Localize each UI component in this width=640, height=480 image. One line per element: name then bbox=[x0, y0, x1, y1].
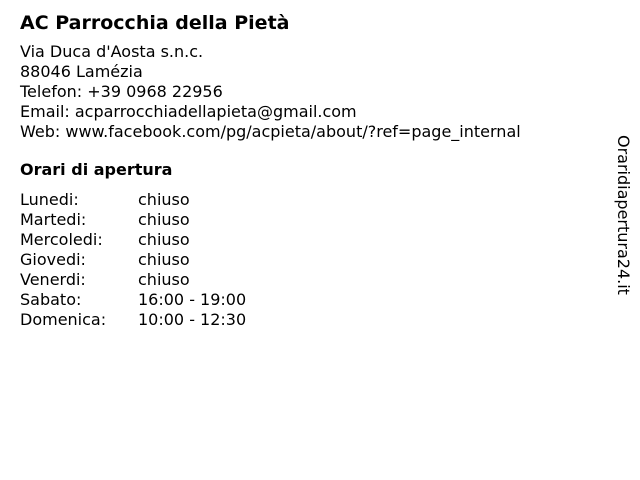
hours-row-wednesday bbox=[20, 230, 600, 250]
hours-row-monday bbox=[20, 190, 600, 210]
phone-line: Telefon: +39 0968 22956 bbox=[20, 82, 223, 101]
hours-row-friday bbox=[20, 270, 600, 290]
hours-time: chiuso bbox=[138, 190, 190, 209]
hours-row-saturday bbox=[20, 290, 600, 310]
hours-day: Lunedi: bbox=[20, 190, 79, 209]
hours-time: chiuso bbox=[138, 250, 190, 269]
hours-day: Giovedi: bbox=[20, 250, 86, 269]
business-name: AC Parrocchia della Pietà bbox=[20, 12, 290, 34]
hours-row-tuesday bbox=[20, 210, 600, 230]
hours-time: 10:00 - 12:30 bbox=[138, 310, 247, 329]
hours-day: Martedi: bbox=[20, 210, 87, 229]
hours-day: Mercoledi: bbox=[20, 230, 103, 249]
hours-day: Venerdi: bbox=[20, 270, 86, 289]
hours-day: Sabato: bbox=[20, 290, 82, 309]
watermark bbox=[608, 135, 638, 310]
hours-day: Domenica: bbox=[20, 310, 107, 329]
hours-time: chiuso bbox=[138, 230, 190, 249]
watermark-text: Oraridiapertura24.it bbox=[614, 135, 633, 295]
hours-heading: Orari di apertura bbox=[20, 160, 173, 179]
hours-row-thursday bbox=[20, 250, 600, 270]
hours-time: chiuso bbox=[138, 210, 190, 229]
postal-city: 88046 Lamézia bbox=[20, 62, 143, 81]
address-block bbox=[20, 42, 600, 142]
street-address: Via Duca d'Aosta s.n.c. bbox=[20, 42, 204, 61]
business-card bbox=[20, 10, 600, 330]
hours-time: 16:00 - 19:00 bbox=[138, 290, 247, 309]
email-line: Email: acparrocchiadellapieta@gmail.com bbox=[20, 102, 357, 121]
hours-time: chiuso bbox=[138, 270, 190, 289]
web-line: Web: www.facebook.com/pg/acpieta/about/?ref=page_internal bbox=[20, 122, 521, 141]
hours-table bbox=[20, 190, 600, 330]
hours-row-sunday bbox=[20, 310, 600, 330]
